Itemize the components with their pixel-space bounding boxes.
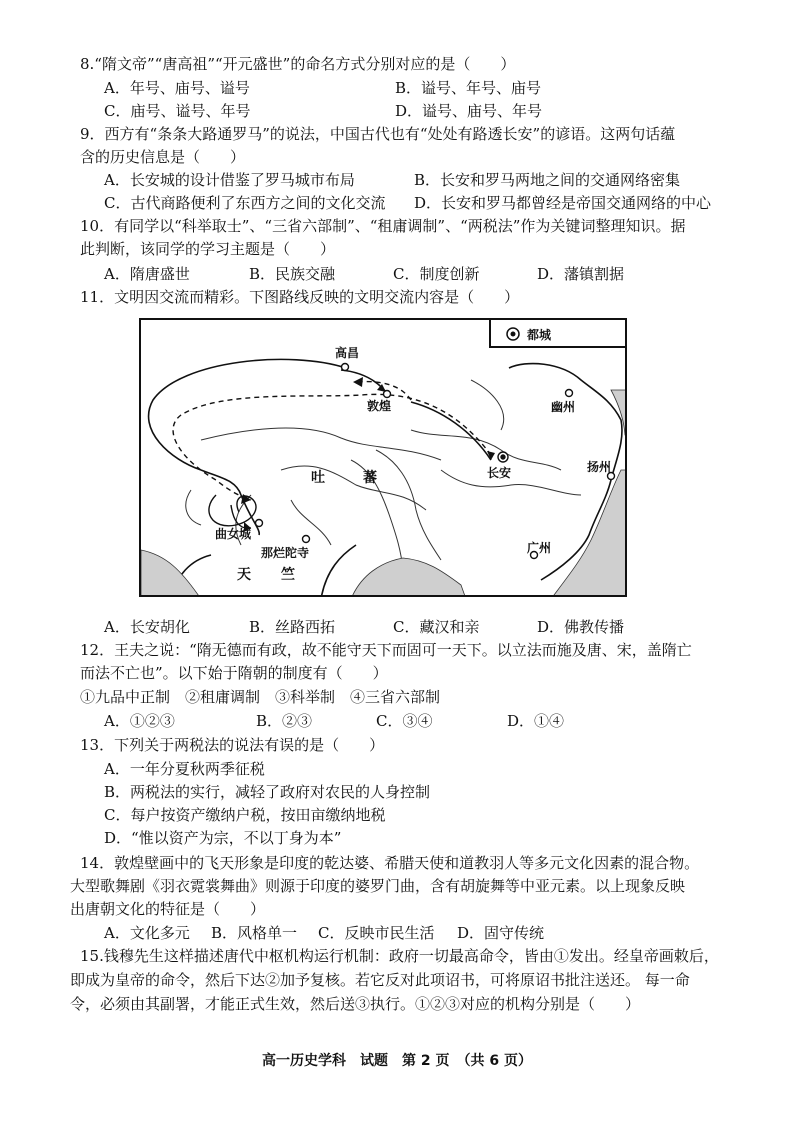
cultural-exchange-route-map (139, 318, 627, 597)
question-11-option-a: A．长安胡化 (104, 618, 190, 636)
question-15-stem-line1: 15.钱穆先生这样描述唐代中枢机构运行机制：政府一切最高命令，皆由①发出。经皇帝画敕后， (80, 947, 719, 965)
question-14-option-b: B．风格单一 (211, 924, 298, 942)
question-9-option-d: D．长安和罗马都曾经是帝国交通网络的中心 (414, 194, 712, 212)
question-12-option-c: C．③④ (376, 712, 433, 730)
question-9-stem-line2: 含的历史信息是（ ） (80, 148, 246, 166)
map-label-tianzhu-2: 竺 (281, 567, 295, 583)
map-label-gaochang: 高昌 (335, 346, 360, 360)
map-label-dunhuang: 敦煌 (367, 399, 392, 413)
map-label-guangzhou: 广州 (527, 541, 552, 555)
map-label-tubo-2: 蕃 (363, 470, 377, 486)
page-footer: 高一历史学科 试题 第 2 页 （共 6 页） (262, 1053, 532, 1069)
question-10-stem-line2: 此判断，该同学的学习主题是（ ） (80, 240, 336, 258)
question-12-option-b: B．②③ (256, 712, 313, 730)
map-label-tianzhu-1: 天 (237, 567, 251, 583)
map-label-youzhou: 幽州 (551, 400, 576, 414)
question-12-items: ①九品中正制 ②租庸调制 ③科举制 ④三省六部制 (80, 688, 441, 706)
question-8-stem: 8.“隋文帝”“唐高祖”“开元盛世”的命名方式分别对应的是（ ） (80, 55, 516, 73)
capital-city-symbol-icon (503, 324, 523, 344)
question-9-option-a: A．长安城的设计借鉴了罗马城市布局 (104, 171, 355, 189)
question-10-option-a: A．隋唐盛世 (104, 265, 190, 283)
question-15-stem-line3: 令，必须由其副署，才能正式生效，然后送③执行。①②③对应的机构分别是（ ） (70, 995, 641, 1013)
question-12-stem-line1: 12．王夫之说：“隋无德而有政，故不能守天下而固可一天下。以立法而施及唐、宋，盖隋亡 (80, 641, 692, 659)
question-11-option-b: B．丝路西拓 (249, 618, 336, 636)
question-13-stem: 13．下列关于两税法的说法有误的是（ ） (80, 736, 385, 754)
map-legend (489, 318, 627, 348)
question-8-option-b: B．谥号、年号、庙号 (395, 79, 542, 97)
map-legend-label: 都城 (527, 328, 552, 342)
question-13-option-b: B．两税法的实行，减轻了政府对农民的人身控制 (104, 783, 431, 801)
question-14-stem-line2: 大型歌舞剧《羽衣霓裳舞曲》则源于印度的婆罗门曲，含有胡旋舞等中亚元素。以上现象反映 (70, 877, 686, 895)
question-13-option-a: A．一年分夏秋两季征税 (104, 760, 265, 778)
question-10-option-d: D．藩镇割据 (537, 265, 625, 283)
question-12-stem-line2: 而法不亡也”。以下始于隋朝的制度有（ ） (80, 664, 388, 682)
map-label-changan: 长安 (487, 466, 512, 480)
question-8-option-d: D．谥号、庙号、年号 (395, 102, 543, 120)
question-14-stem-line1: 14．敦煌壁画中的飞天形象是印度的乾达婆、希腊天使和道教羽人等多元文化因素的混合物。 (80, 854, 700, 872)
map-label-tubo-1: 吐 (311, 470, 325, 486)
question-8-option-c: C．庙号、谥号、年号 (104, 102, 251, 120)
question-9-stem-line1: 9．西方有“条条大路通罗马”的说法，中国古代也有“处处有路透长安”的谚语。这两句话蕴 (80, 125, 676, 143)
question-8-option-a: A．年号、庙号、谥号 (104, 79, 250, 97)
question-15-stem-line2: 即成为皇帝的命令，然后下达②加予复核。若它反对此项诏书，可将原诏书批注送还。 每一命 (70, 971, 690, 989)
question-13-option-d: D．“惟以资产为宗，不以丁身为本” (104, 829, 342, 847)
question-10-option-b: B．民族交融 (249, 265, 336, 283)
question-12-option-d: D．①④ (507, 712, 565, 730)
map-drawing (141, 320, 627, 597)
question-10-stem-line1: 10．有同学以“科举取士”、“三省六部制”、“租庸调制”、“两税法”作为关键词整理知识。据 (80, 217, 686, 235)
question-14-option-d: D．固守传统 (457, 924, 545, 942)
question-14-option-c: C．反映市民生活 (318, 924, 435, 942)
question-9-option-c: C．古代商路便利了东西方之间的文化交流 (104, 194, 386, 212)
question-11-stem: 11．文明因交流而精彩。下图路线反映的文明交流内容是（ ） (80, 288, 520, 306)
question-14-option-a: A．文化多元 (104, 924, 190, 942)
question-12-option-a: A．①②③ (104, 712, 175, 730)
map-label-nalantuo-temple: 那烂陀寺 (261, 546, 310, 560)
question-10-option-c: C．制度创新 (393, 265, 480, 283)
question-9-option-b: B．长安和罗马两地之间的交通网络密集 (414, 171, 681, 189)
question-14-stem-line3: 出唐朝文化的特征是（ ） (70, 900, 266, 918)
map-label-qunvcheng: 曲女城 (215, 527, 252, 541)
question-13-option-c: C．每户按资产缴纳户税，按田亩缴纳地税 (104, 806, 386, 824)
map-label-yangzhou: 扬州 (587, 460, 612, 474)
question-11-option-c: C．藏汉和亲 (393, 618, 480, 636)
question-11-option-d: D．佛教传播 (537, 618, 625, 636)
